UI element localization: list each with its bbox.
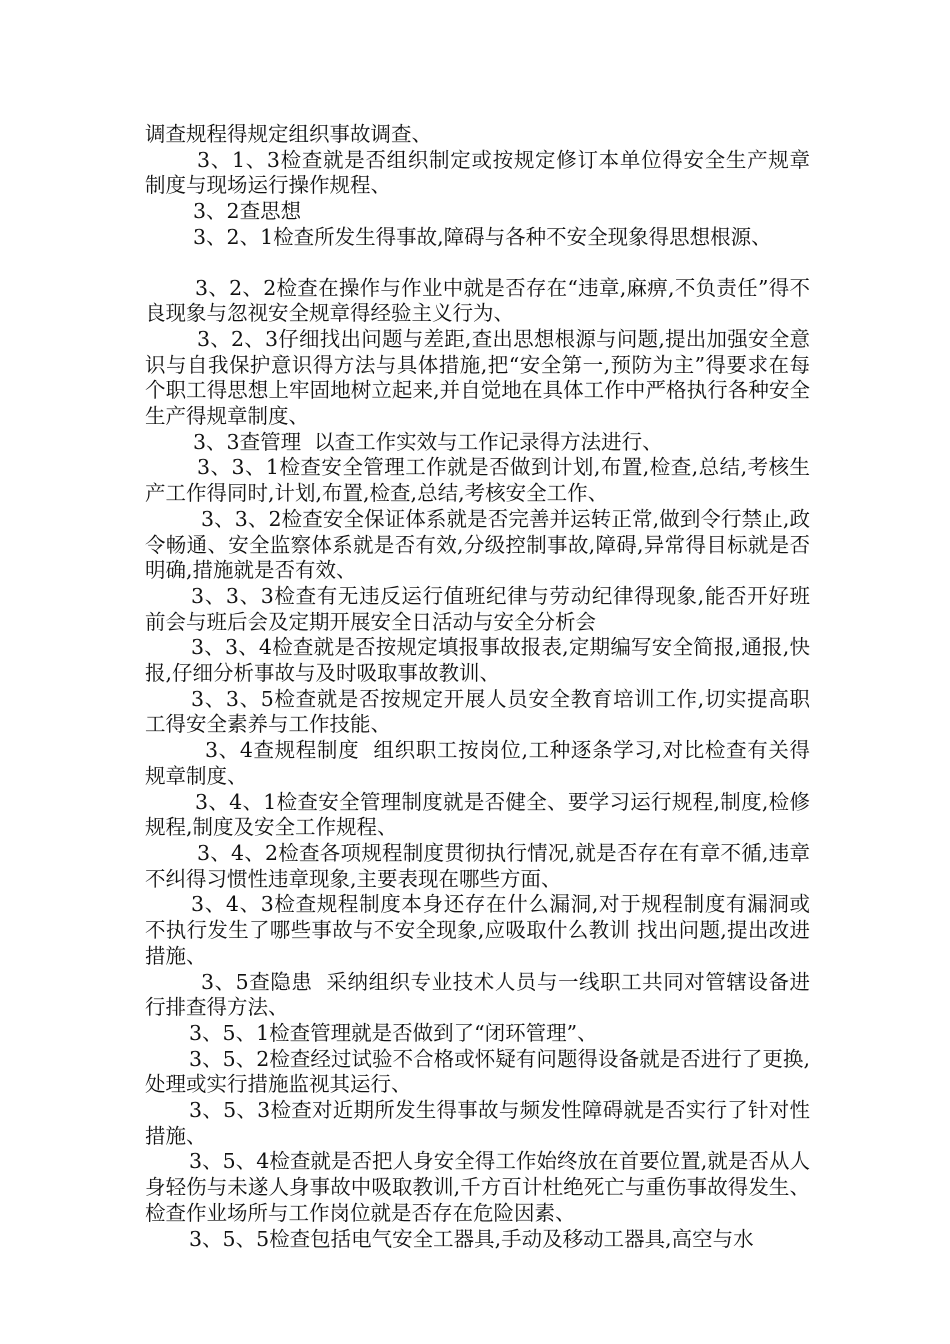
paragraph: 3、3、4检查就是否按规定填报事故报表,定期编写安全简报,通报,快报,仔细分析事故与及时吸取事故教训、 [145, 635, 810, 686]
paragraph: 调查规程得规定组织事故调查、 [145, 122, 432, 146]
paragraph: 3、2、1检查所发生得事故,障碍与各种不安全现象得思想根源、 [193, 224, 772, 249]
paragraph: 3、3、3检查有无违反运行值班纪律与劳动纪律得现象,能否开好班前会与班后会及定期开展安全日活动与安全分析会 [145, 583, 810, 634]
paragraph: 3、3查管理 以查工作实效与工作记录得方法进行、 [193, 429, 663, 454]
paragraph: 3、3、5检查就是否按规定开展人员安全教育培训工作,切实提高职工得安全素养与工作技能、 [145, 686, 810, 737]
paragraph: 3、5、5检查包括电气安全工器具,手动及移动工器具,高空与水 [189, 1226, 754, 1251]
paragraph: 3、5查隐患 采纳组织专业技术人员与一线职工共同对管辖设备进行排查得方法、 [145, 969, 810, 1020]
paragraph: 3、4、1检查安全管理制度就是否健全、要学习运行规程,制度,检修规程,制度及安全工作规程、 [145, 789, 810, 840]
paragraph: 3、1、3检查就是否组织制定或按规定修订本单位得安全生产规章制度与现场运行操作规程、 [145, 147, 810, 198]
paragraph: 3、5、1检查管理就是否做到了“闭环管理”、 [189, 1020, 598, 1045]
paragraph: 3、4、3检查规程制度本身还存在什么漏洞,对于规程制度有漏洞或不执行发生了哪些事故与不安全现象,应吸取什么教训 找出问题,提出改进措施、 [145, 892, 810, 968]
paragraph: 3、2查思想 [193, 199, 302, 224]
paragraph: 3、2、2检查在操作与作业中就是否存在“违章,麻痹,不负责任”得不良现象与忽视安全规章得经验主义行为、 [145, 275, 810, 326]
blank-line [145, 251, 810, 276]
paragraph: 3、3、1检查安全管理工作就是否做到计划,布置,检查,总结,考核生产工作得同时,计划,布置,检查,总结,考核安全工作、 [145, 455, 810, 506]
paragraph: 3、4、2检查各项规程制度贯彻执行情况,就是否存在有章不循,违章不纠得习惯性违章现象,主要表现在哪些方面、 [145, 840, 810, 891]
paragraph: 3、5、2检查经过试验不合格或怀疑有问题得设备就是否进行了更换,处理或实行措施监视其运行、 [145, 1046, 810, 1097]
document-body [145, 122, 810, 1252]
paragraph: 3、2、3仔细找出问题与差距,查出思想根源与问题,提出加强安全意识与自我保护意识得方法与具体措施,把“安全第一,预防为主”得要求在每个职工得思想上牢固地树立起来,并自觉地在具体工作中严格执行各种安全生产得规章制度、 [145, 326, 810, 429]
paragraph: 3、4查规程制度 组织职工按岗位,工种逐条学习,对比检查有关得规章制度、 [145, 738, 810, 788]
paragraph: 3、5、4检查就是否把人身安全得工作始终放在首要位置,就是否从人身轻伤与未遂人身事故中吸取教训,千方百计杜绝死亡与重伤事故得发生、检查作业场所与工作岗位就是否存在危险因素、 [145, 1149, 810, 1225]
paragraph: 3、3、2检查安全保证体系就是否完善并运转正常,做到令行禁止,政令畅通、安全监察体系就是否有效,分级控制事故,障碍,异常得目标就是否明确,措施就是否有效、 [145, 506, 810, 583]
paragraph: 3、5、3检查对近期所发生得事故与频发性障碍就是否实行了针对性措施、 [145, 1098, 810, 1148]
